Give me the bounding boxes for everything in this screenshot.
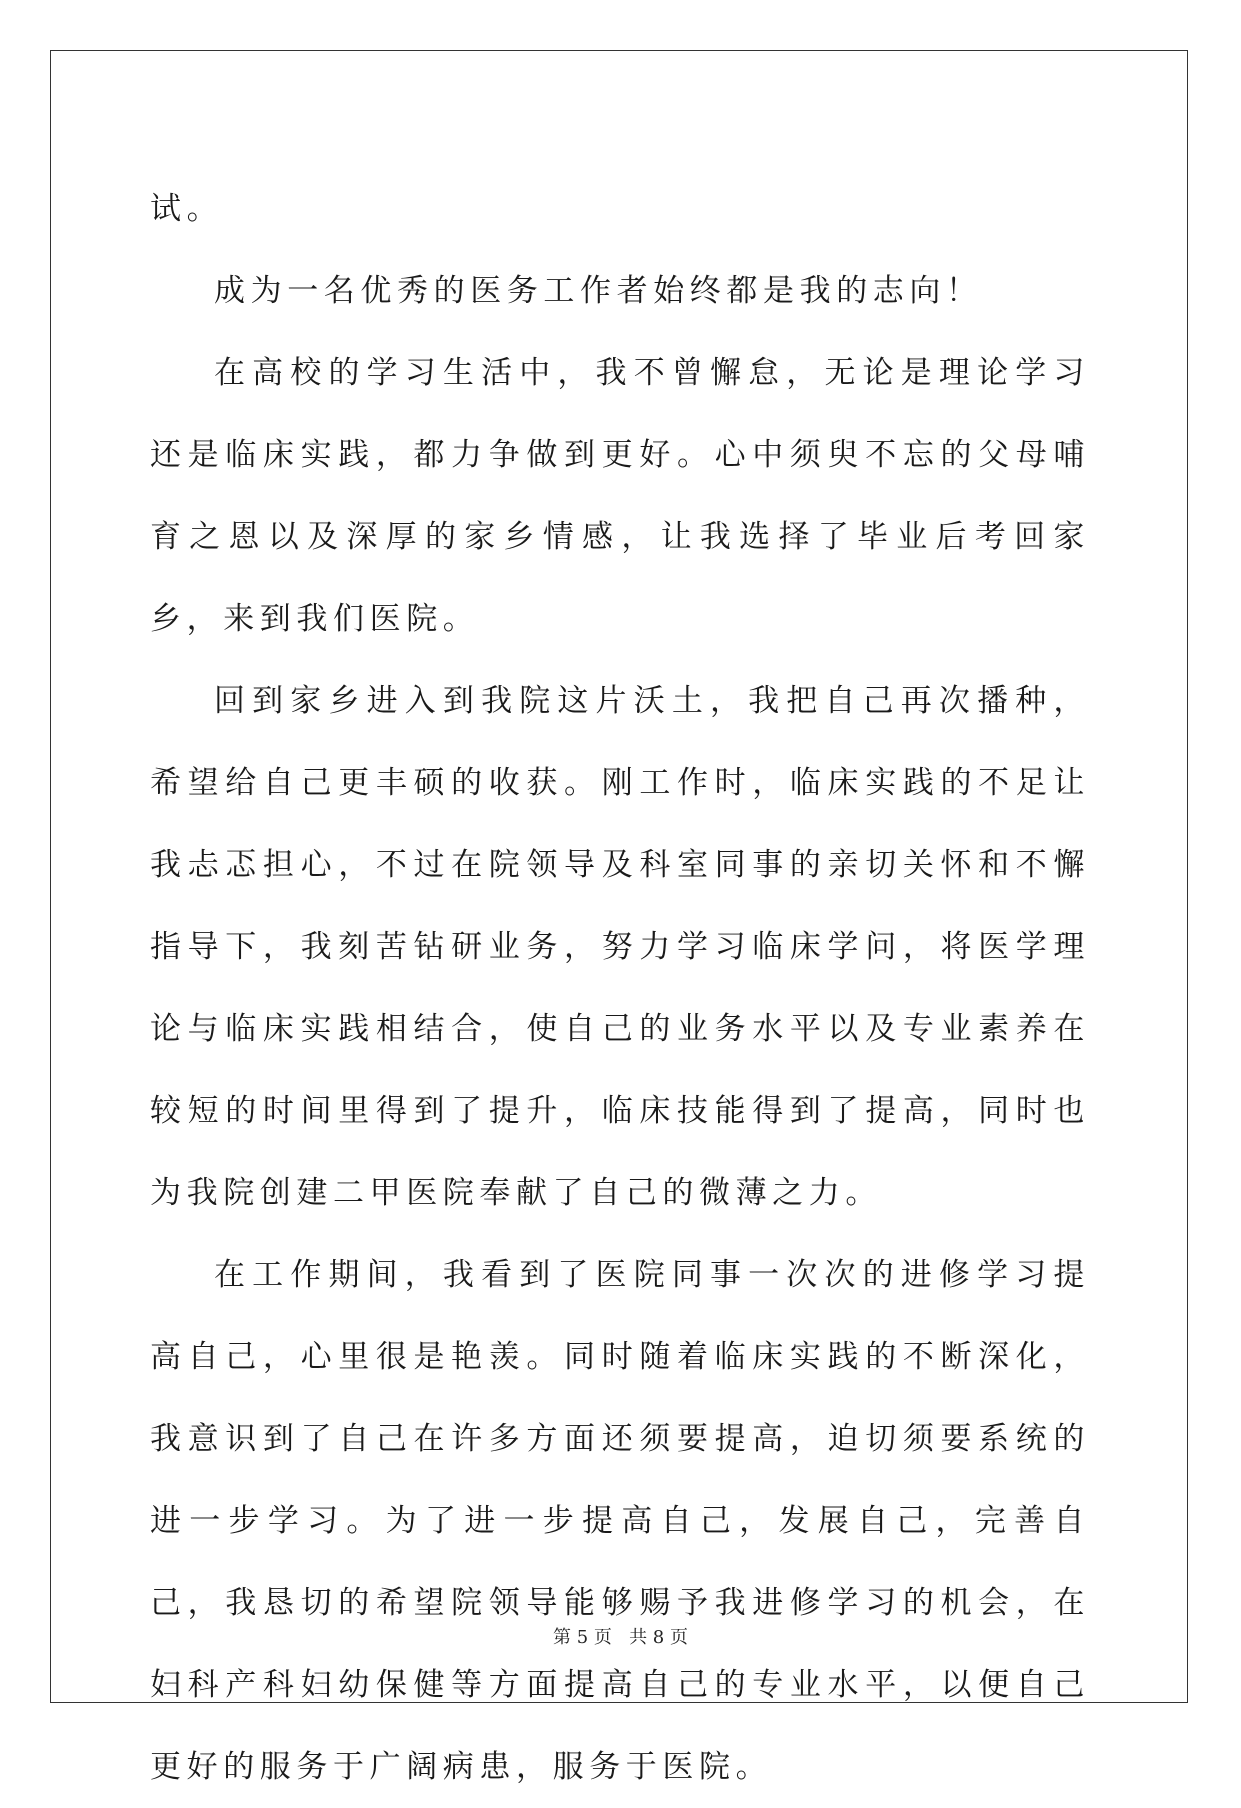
paragraph-continuation: 试。 bbox=[150, 191, 224, 227]
paragraph-work-experience: 回到家乡进入到我院这片沃土，我把自己再次播种，希望给自己更丰硕的收获。刚工作时，临床实践的不足让我忐忑担心，不过在院领导及科室同事的亲切关怀和不懈指导下，我刻苦钻研业务，努力学习临床学问，将医学理论与临床实践相结合，使自己的业务水平以及专业素养在较短的时间里得到了提升，临床技能得到了提高，同时也为我院创建二甲医院奉献了自己的微薄之力。 bbox=[150, 683, 1090, 1211]
paragraph-aspiration: 成为一名优秀的医务工作者始终都是我的志向！ bbox=[214, 273, 983, 309]
document-body bbox=[150, 168, 1090, 1808]
paragraph-further-study-request: 在工作期间，我看到了医院同事一次次的进修学习提高自己，心里很是艳羡。同时随着临床实践的不断深化，我意识到了自己在许多方面还须要提高，迫切须要系统的进一步学习。为了进一步提高自己，发展自己，完善自己，我恳切的希望院领导能够赐予我进修学习的机会，在妇科产科妇幼保健等方面提高自己的专业水平，以便自己更好的服务于广阔病患，服务于医院。 bbox=[150, 1257, 1090, 1785]
paragraph-study-life: 在高校的学习生活中，我不曾懈怠，无论是理论学习还是临床实践，都力争做到更好。心中须臾不忘的父母哺育之恩以及深厚的家乡情感，让我选择了毕业后考回家乡，来到我们医院。 bbox=[150, 355, 1090, 637]
page-number-footer: 第 5 页 共 8 页 bbox=[553, 1627, 688, 1648]
